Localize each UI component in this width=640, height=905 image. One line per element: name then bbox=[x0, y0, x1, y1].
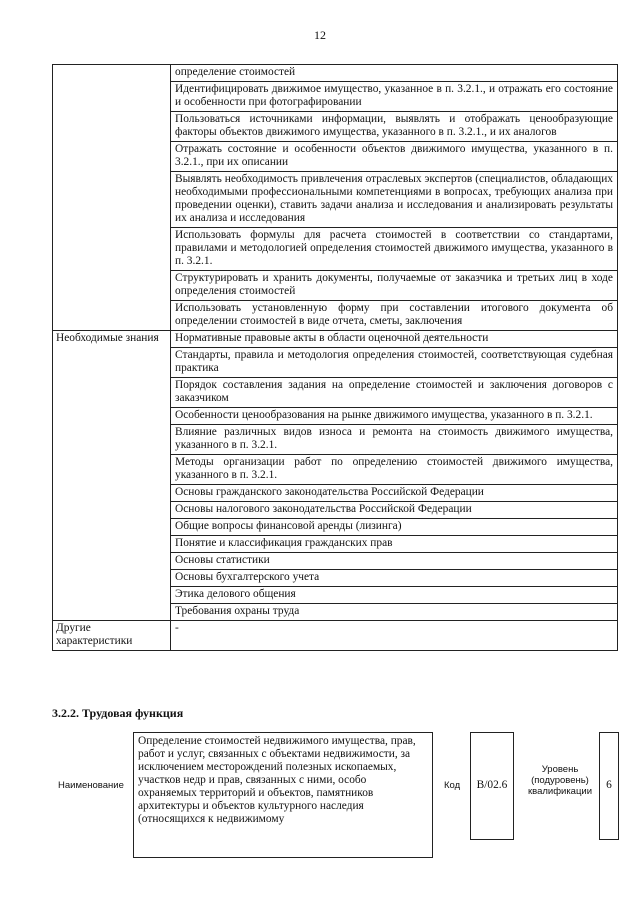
knowledge-item: Влияние различных видов износа и ремонта на стоимость движимого имущества, указанного в п. 3.2.1. bbox=[171, 425, 618, 455]
knowledge-item: Понятие и классификация гражданских прав bbox=[171, 536, 618, 553]
knowledge-item: Основы гражданского законодательства Российской Федерации bbox=[171, 485, 618, 502]
skills-knowledge-table bbox=[52, 64, 618, 651]
function-code-label: Код bbox=[444, 780, 461, 791]
skill-item: Структурировать и хранить документы, получаемые от заказчика и третьих лиц в ходе определения стоимостей bbox=[171, 271, 618, 301]
function-name-value: Определение стоимостей недвижимого имущества, прав, работ и услуг, связанных с объектами недвижимости, за исключением месторождений полезных ископаемых, участков недр и прав, связанных с ними, особо охраняемых территорий и объектов, памятников архитектуры и объектов культурного наследия (относящихся к недвижимому bbox=[133, 732, 433, 858]
labor-function-block bbox=[52, 728, 622, 868]
page-number: 12 bbox=[314, 28, 326, 42]
skill-item: определение стоимостей bbox=[171, 65, 618, 82]
knowledge-item: Общие вопросы финансовой аренды (лизинга) bbox=[171, 519, 618, 536]
qualification-level-label: Уровень (подуровень) квалификации bbox=[527, 764, 593, 797]
table-row bbox=[53, 65, 618, 82]
function-code-value: B/02.6 bbox=[470, 732, 514, 840]
knowledge-item: Методы организации работ по определению стоимостей движимого имущества, указанного в п. 3.2.1. bbox=[171, 455, 618, 485]
skills-label-cell bbox=[53, 65, 171, 331]
knowledge-item: Нормативные правовые акты в области оценочной деятельности bbox=[171, 331, 618, 348]
other-characteristics-label: Другие характеристики bbox=[53, 621, 171, 651]
other-characteristics-value: - bbox=[171, 621, 618, 651]
knowledge-item: Основы статистики bbox=[171, 553, 618, 570]
qualification-level-value: 6 bbox=[599, 732, 619, 840]
skill-item: Выявлять необходимость привлечения отраслевых экспертов (специалистов, обладающих необходимыми профессиональными компетенциями в вопросах, требующих анализа при проведении оценки), ставить задачи анализа и исследования и анализировать результаты их анализа и исследования bbox=[171, 172, 618, 228]
knowledge-item: Стандарты, правила и методология определения стоимостей, соответствующая судебная практика bbox=[171, 348, 618, 378]
knowledge-item: Основы налогового законодательства Российской Федерации bbox=[171, 502, 618, 519]
section-heading: 3.2.2. Трудовая функция bbox=[52, 706, 184, 720]
knowledge-item: Порядок составления задания на определение стоимостей и заключения договоров с заказчиком bbox=[171, 378, 618, 408]
skill-item: Отражать состояние и особенности объектов движимого имущества, указанного в п. 3.2.1., при их описании bbox=[171, 142, 618, 172]
knowledge-item: Этика делового общения bbox=[171, 587, 618, 604]
table-row bbox=[53, 621, 618, 651]
skill-item: Использовать формулы для расчета стоимостей в соответствии со стандартами, правилами и методологией определения стоимостей движимого имущества, указанного в п. 3.2.1. bbox=[171, 228, 618, 271]
knowledge-item: Требования охраны труда bbox=[171, 604, 618, 621]
skill-item: Пользоваться источниками информации, выявлять и отображать ценообразующие факторы объектов движимого имущества, указанного в п. 3.2.1., и их аналогов bbox=[171, 112, 618, 142]
knowledge-label: Необходимые знания bbox=[53, 331, 171, 621]
knowledge-item: Особенности ценообразования на рынке движимого имущества, указанного в п. 3.2.1. bbox=[171, 408, 618, 425]
skill-item: Идентифицировать движимое имущество, указанное в п. 3.2.1., и отражать его состояние и особенности при фотографировании bbox=[171, 82, 618, 112]
skill-item: Использовать установленную форму при составлении итогового документа об определении стоимостей в виде отчета, сметы, заключения bbox=[171, 301, 618, 331]
function-name-label: Наименование bbox=[58, 780, 124, 791]
table-row bbox=[53, 331, 618, 348]
knowledge-item: Основы бухгалтерского учета bbox=[171, 570, 618, 587]
